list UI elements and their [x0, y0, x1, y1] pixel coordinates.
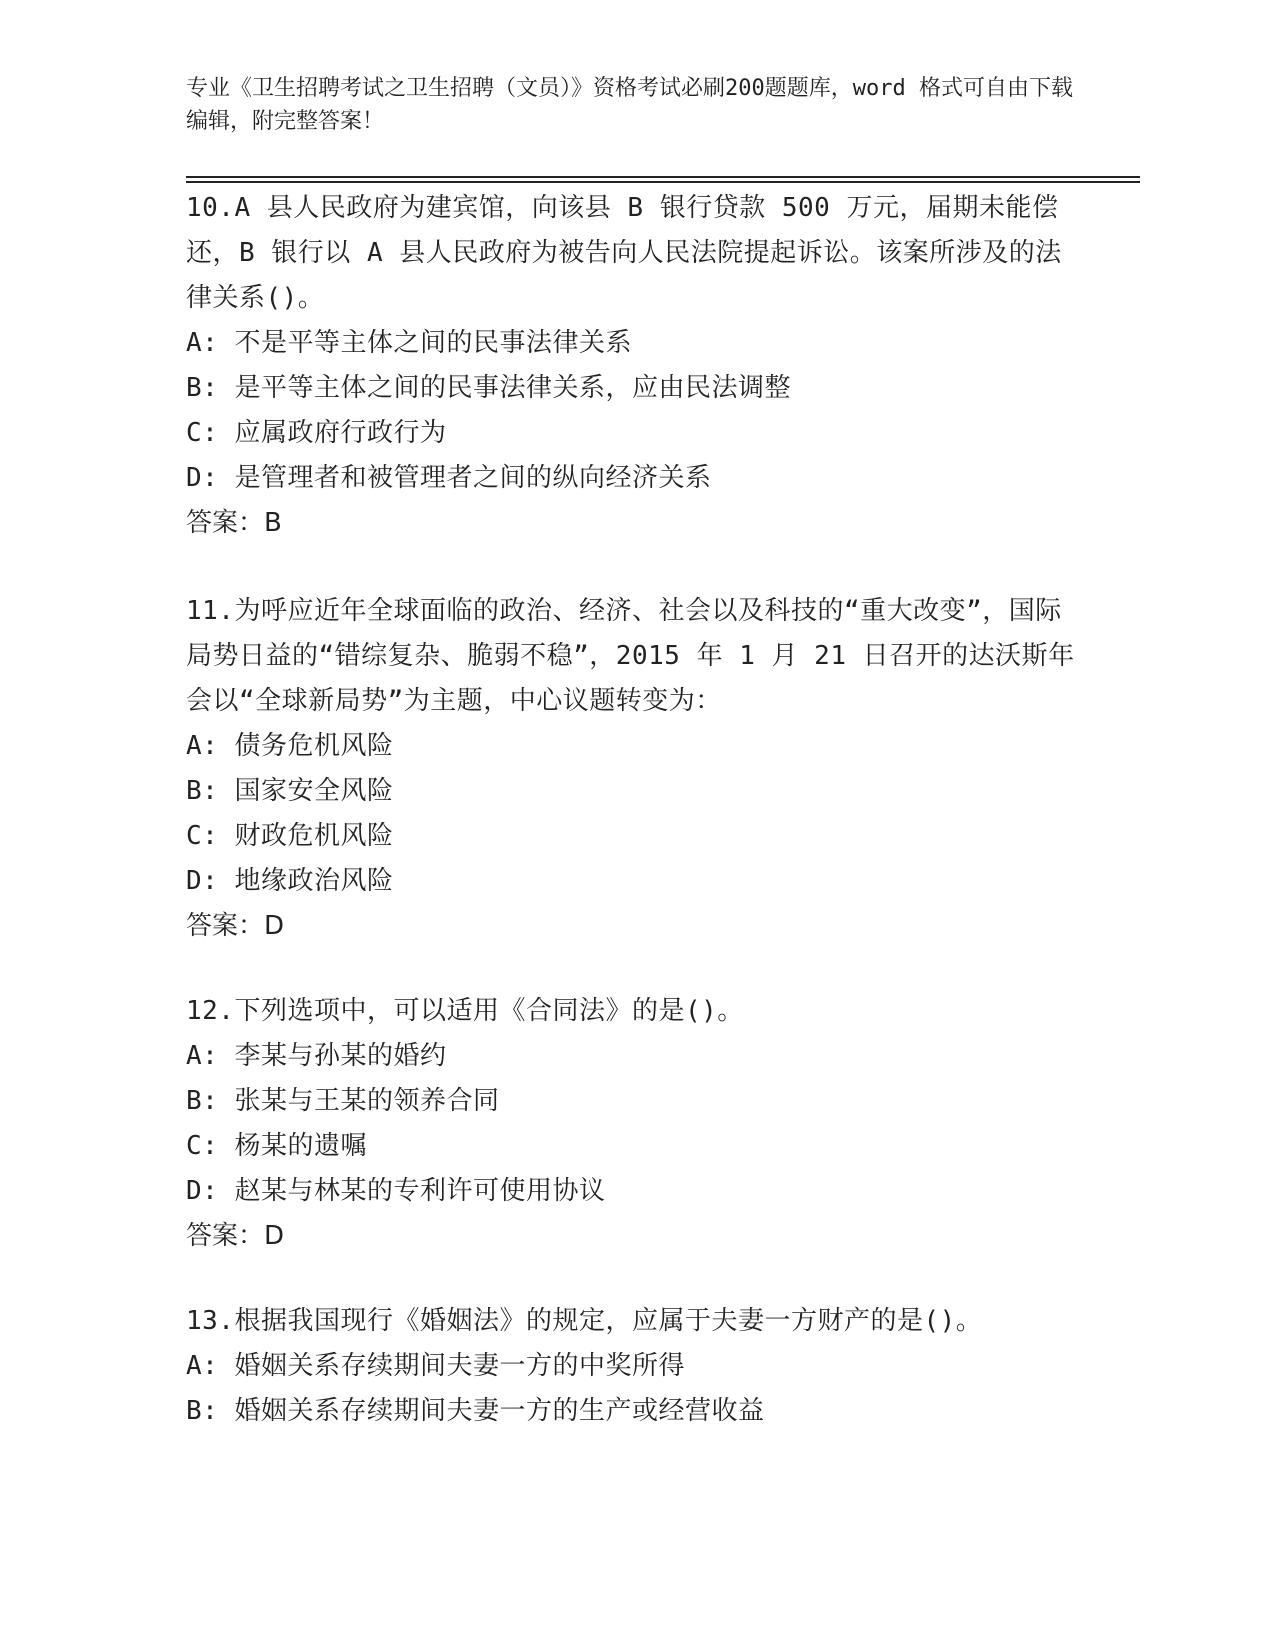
question-text: 12.下列选项中，可以适用《合同法》的是()。	[186, 996, 744, 1026]
header-divider-top	[186, 176, 1140, 178]
answer: 答案：B	[186, 508, 282, 538]
option-a: A: 不是平等主体之间的民事法律关系	[186, 328, 632, 358]
question-12	[186, 985, 1086, 1261]
option-a: A: 婚姻关系存续期间夫妻一方的中奖所得	[186, 1351, 685, 1381]
option-b: B: 婚姻关系存续期间夫妻一方的生产或经营收益	[186, 1396, 765, 1426]
question-13	[186, 1295, 1086, 1434]
question-text: 11.为呼应近年全球面临的政治、经济、社会以及科技的“重大改变”，国际局势日益的“错综复杂、脆弱不稳”，2015 年 1 月 21 日召开的达沃斯年会以“全球新局势”为主题，中心议题转变为：	[186, 596, 1075, 716]
document-header: 专业《卫生招聘考试之卫生招聘（文员）》资格考试必刷200题题库，word 格式可自由下载编辑，附完整答案！	[186, 76, 1073, 134]
option-d: D: 地缘政治风险	[186, 866, 394, 896]
option-a: A: 债务危机风险	[186, 731, 394, 761]
question-11	[186, 585, 1086, 951]
option-b: B: 张某与王某的领养合同	[186, 1086, 500, 1116]
answer: 答案：D	[186, 911, 285, 941]
option-c: C: 应属政府行政行为	[186, 418, 447, 448]
option-b: B: 国家安全风险	[186, 776, 394, 806]
question-text: 13.根据我国现行《婚姻法》的规定，应属于夫妻一方财产的是()。	[186, 1306, 983, 1336]
option-d: D: 赵某与林某的专利许可使用协议	[186, 1176, 606, 1206]
option-d: D: 是管理者和被管理者之间的纵向经济关系	[186, 463, 712, 493]
option-b: B: 是平等主体之间的民事法律关系，应由民法调整	[186, 373, 791, 403]
question-10	[186, 182, 1086, 548]
answer: 答案：D	[186, 1221, 285, 1251]
question-text: 10.A 县人民政府为建宾馆，向该县 B 银行贷款 500 万元，届期未能偿还，B 银行以 A 县人民政府为被告向人民法院提起诉讼。该案所涉及的法律关系()。	[186, 193, 1062, 313]
option-c: C: 财政危机风险	[186, 821, 394, 851]
option-c: C: 杨某的遗嘱	[186, 1131, 367, 1161]
option-a: A: 李某与孙某的婚约	[186, 1041, 447, 1071]
